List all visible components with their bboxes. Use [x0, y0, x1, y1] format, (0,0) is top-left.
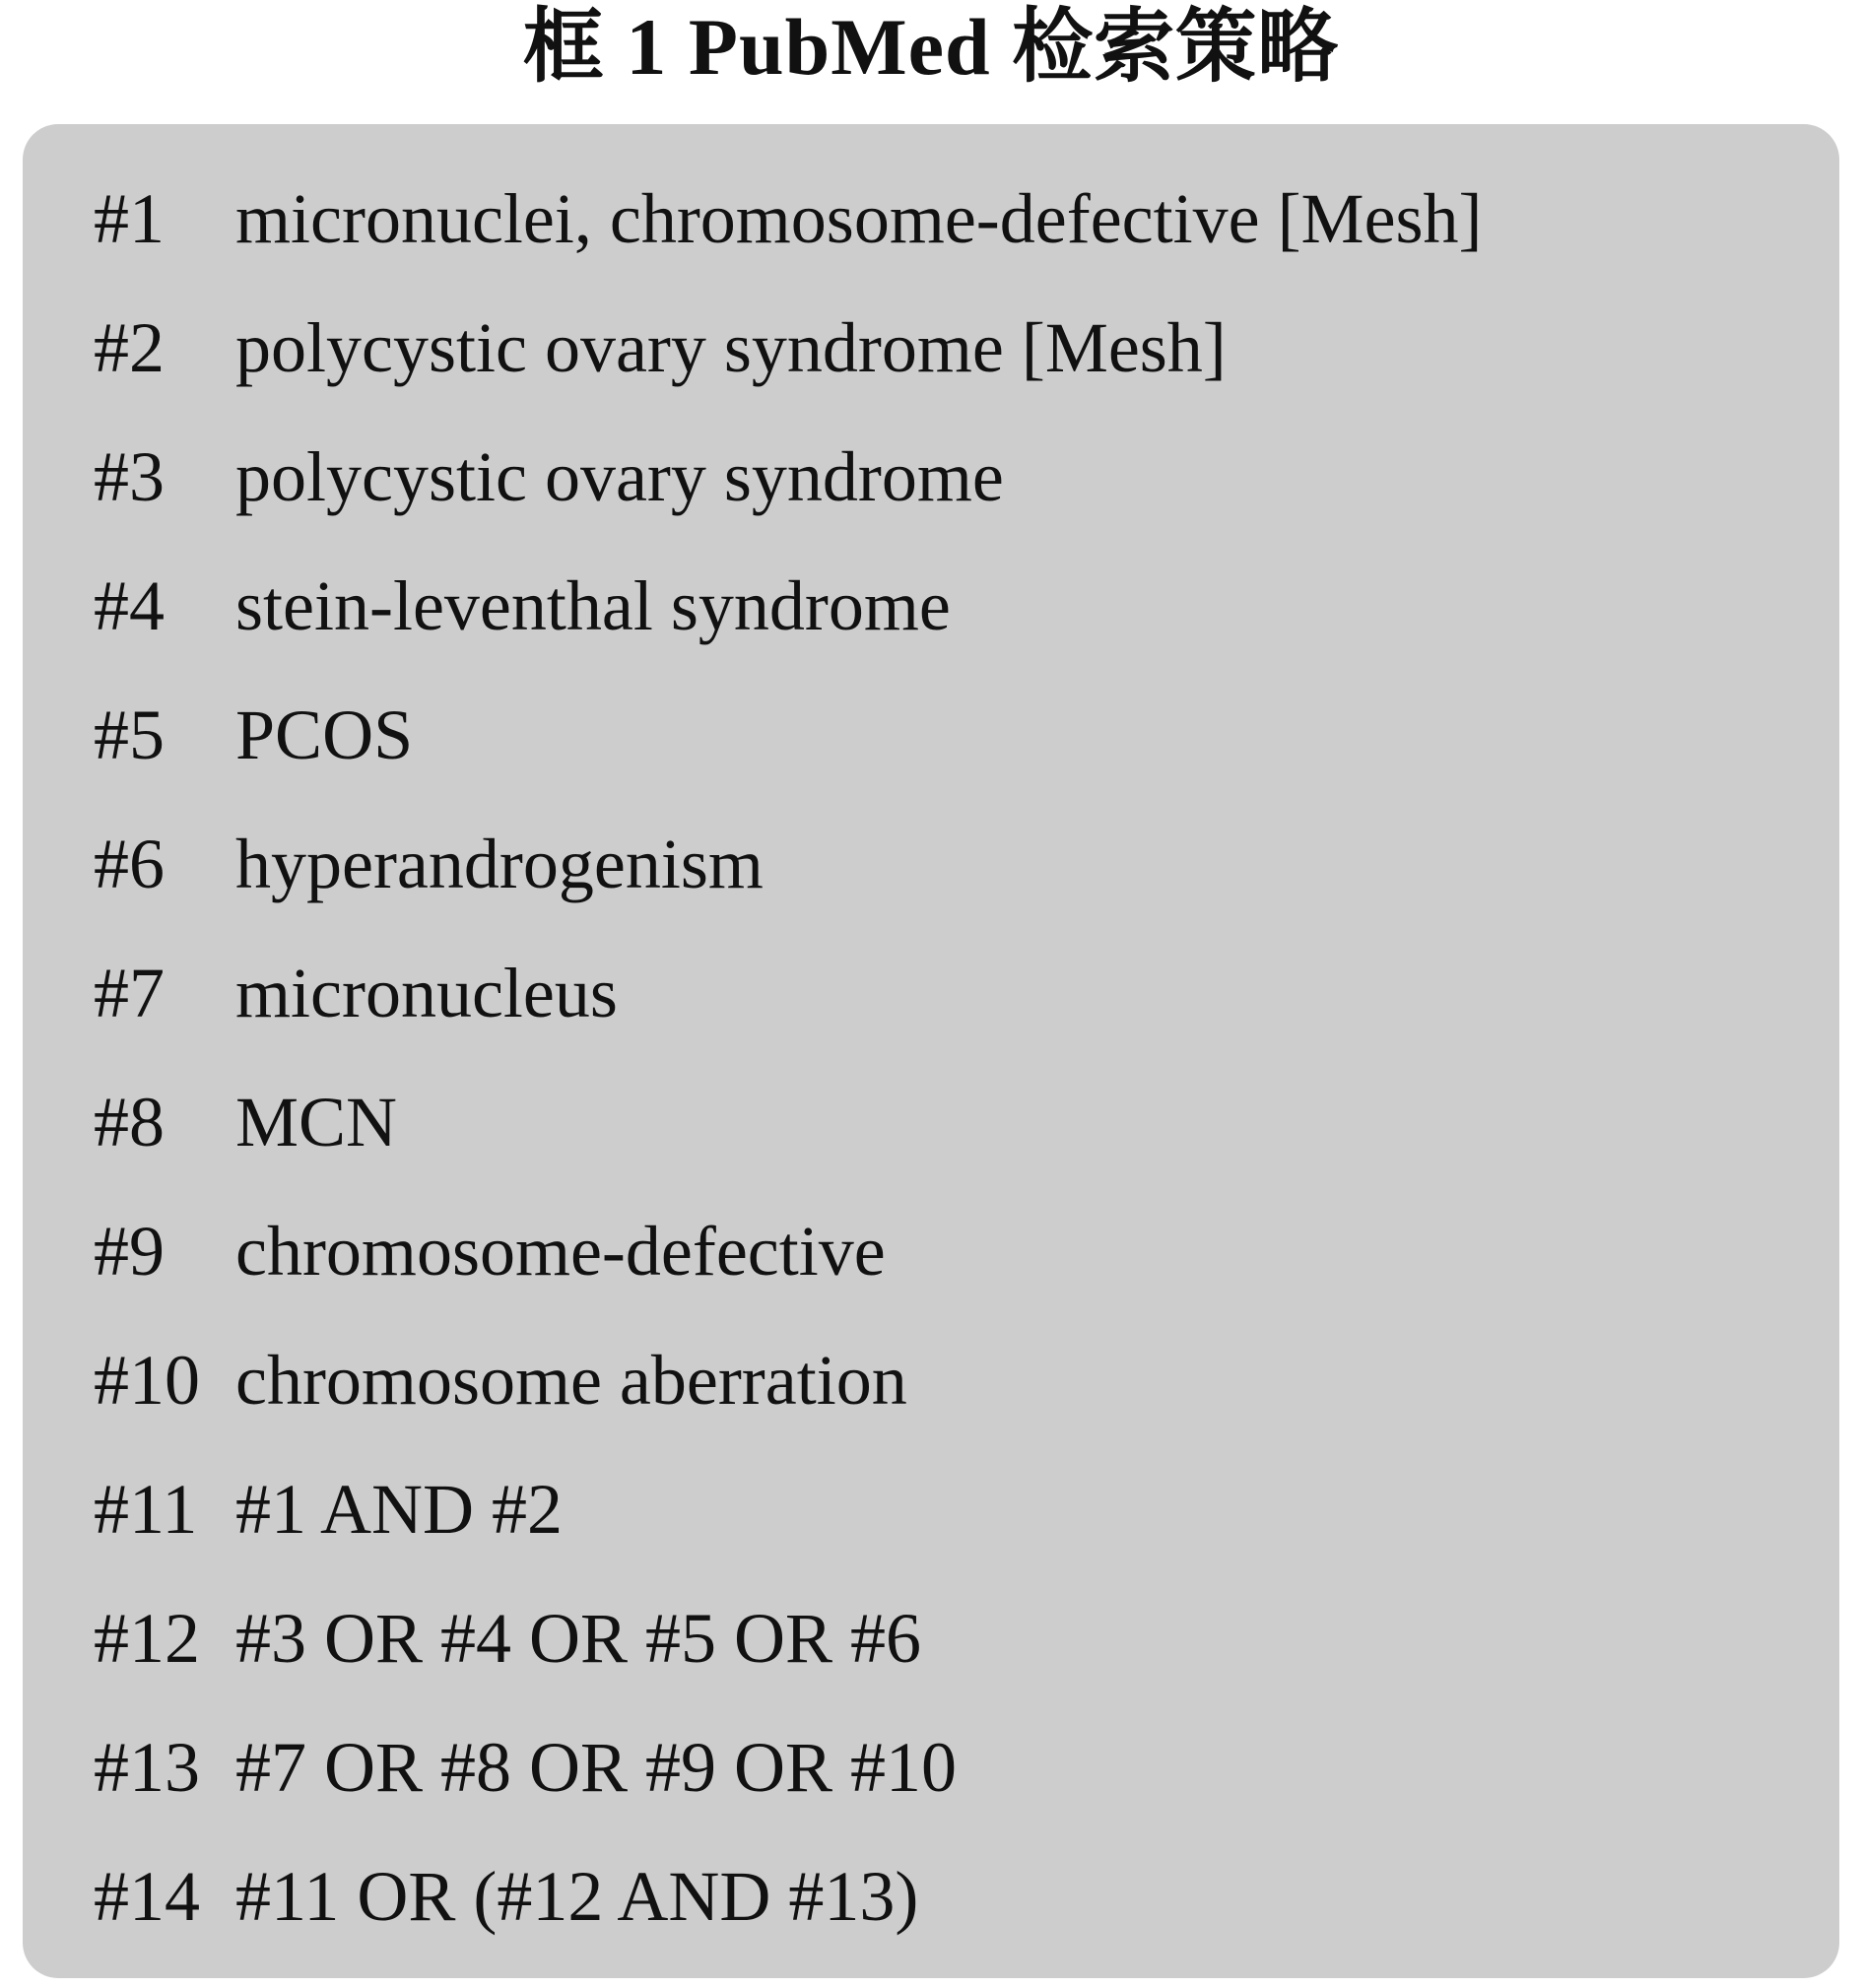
search-number: #13 — [94, 1728, 200, 1807]
search-row — [94, 1333, 1808, 1462]
search-term: #1 AND #2 — [235, 1470, 564, 1549]
search-term: #3 OR #4 OR #5 OR #6 — [235, 1599, 922, 1678]
box-title: 框 1 PubMed 检索策略 — [522, 2, 1340, 92]
search-row — [94, 1591, 1808, 1720]
search-row — [94, 1849, 1808, 1978]
search-row — [94, 946, 1808, 1075]
search-row — [94, 1720, 1808, 1849]
search-number: #1 — [94, 179, 165, 258]
search-number: #5 — [94, 696, 165, 774]
search-row — [94, 1462, 1808, 1591]
search-row — [94, 300, 1808, 430]
search-row — [94, 430, 1808, 559]
search-term: micronucleus — [235, 954, 618, 1032]
search-term: polycystic ovary syndrome — [235, 437, 1004, 516]
search-term: chromosome-defective — [235, 1212, 886, 1291]
search-row — [94, 817, 1808, 946]
search-term: PCOS — [235, 696, 414, 774]
search-number: #14 — [94, 1857, 200, 1936]
search-strategy-box — [23, 124, 1839, 1978]
search-number: #3 — [94, 437, 165, 516]
search-number: #12 — [94, 1599, 200, 1678]
search-term: MCN — [235, 1083, 398, 1161]
search-number: #11 — [94, 1470, 198, 1549]
search-term: #11 OR (#12 AND #13) — [235, 1857, 919, 1936]
search-term: hyperandrogenism — [235, 825, 764, 903]
search-term: chromosome aberration — [235, 1341, 907, 1420]
search-row — [94, 688, 1808, 817]
search-row — [94, 1075, 1808, 1204]
search-term: micronuclei, chromosome-defective [Mesh] — [235, 179, 1483, 258]
search-strategy-list — [94, 171, 1808, 1978]
search-number: #9 — [94, 1212, 165, 1291]
search-term: #7 OR #8 OR #9 OR #10 — [235, 1728, 958, 1807]
search-row — [94, 559, 1808, 688]
search-row — [94, 171, 1808, 300]
search-number: #10 — [94, 1341, 200, 1420]
search-number: #7 — [94, 954, 165, 1032]
search-number: #2 — [94, 308, 165, 387]
search-number: #8 — [94, 1083, 165, 1161]
search-term: stein-leventhal syndrome — [235, 566, 951, 645]
search-number: #4 — [94, 566, 165, 645]
search-row — [94, 1204, 1808, 1333]
search-term: polycystic ovary syndrome [Mesh] — [235, 308, 1227, 387]
search-number: #6 — [94, 825, 165, 903]
